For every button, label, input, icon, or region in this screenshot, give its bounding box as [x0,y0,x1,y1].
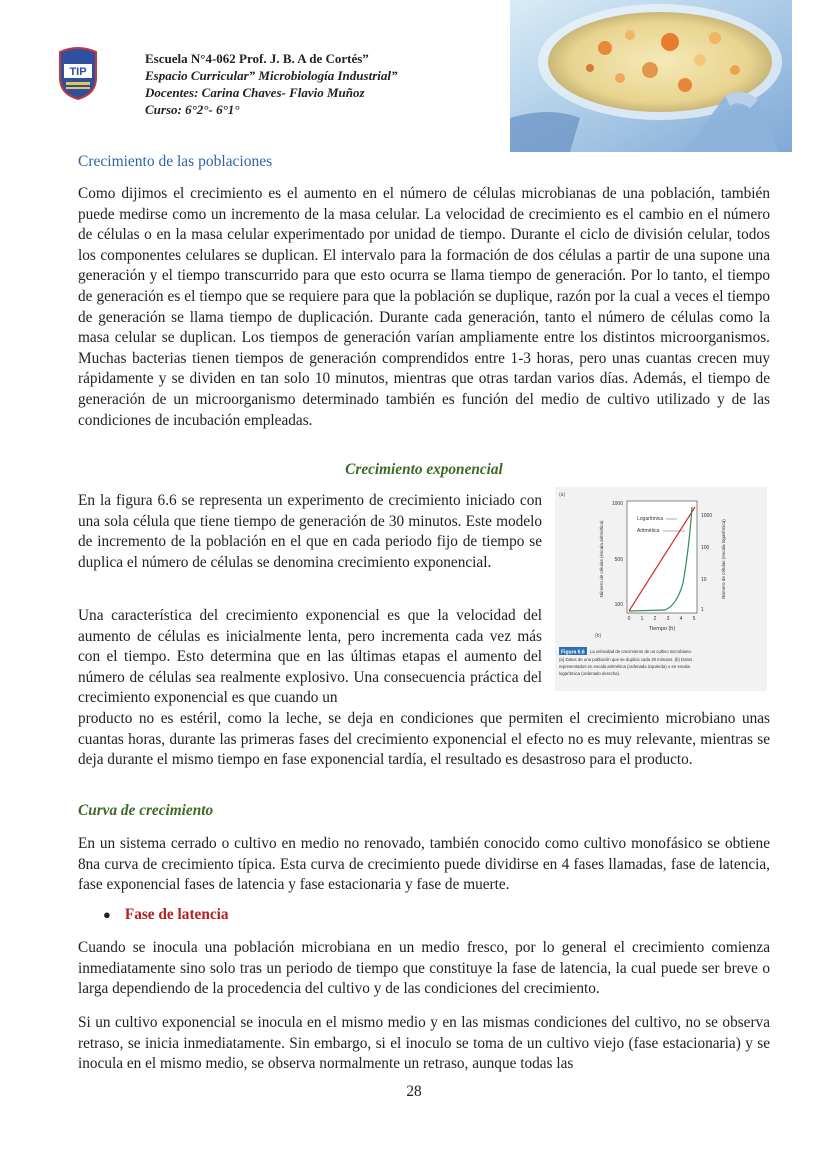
left-tick: 100 [614,602,623,608]
x-axis-label: Tiempo (h) [648,626,676,632]
section-title: Crecimiento de las poblaciones [78,153,273,170]
left-tick: 500 [614,557,623,563]
panel-b-label: (b) [595,633,602,639]
caption-line: representados en escala aritmética (ordenada izquierda) o en escala [559,664,690,669]
x-tick: 5 [692,616,696,622]
left-tick: 1000 [611,501,623,507]
right-tick: 1000 [701,513,713,519]
course: Curso: 6°2°- 6°1° [145,102,240,117]
x-tick: 1 [640,616,644,622]
teachers: Docentes: Carina Chaves- Flavio Muñoz [145,85,365,100]
petri-dish-photo [510,0,792,152]
caption-line: (a) Datos de una población que se duplica cada 30 minutos. (b) Datos [559,657,693,662]
paragraph-growth-curve: En un sistema cerrado o cultivo en medio no renovado, también conocido como cultivo monofásico se obtiene 8na curva de crecimiento típica. Esta curva de crecimiento puede dividirse en 4 fases llamadas, fase de latencia, fase exponencial fases de latencia y fase estacionaria y fase de muerte. [78,835,770,894]
school-logo [56,44,100,100]
caption-line: La velocidad de crecimiento de un cultivo microbiano. [590,649,692,654]
subheading-growth-curve: Curva de crecimiento [78,802,214,819]
x-tick: 2 [653,616,657,622]
right-tick: 1 [701,607,704,613]
bullet-latency-phase [103,906,229,924]
bullet-latency-label: Fase de latencia [124,906,229,923]
panel-a-label: (a) [559,492,566,498]
paragraph-latency-2: Si un cultivo exponencial se inocula en el mismo medio y en las mismas condiciones del cultivo, no se observa retraso, se inicia inmediatamente. Sin embargo, si el inoculo se toma de un cultivo viejo (fase estacionaria) y se inocula en el mismo medio, se observa normalmente un retraso, aunque todas las [78,1014,770,1073]
x-tick: 4 [679,616,683,622]
bullet-dot-icon: ● [103,907,111,922]
paragraph-latency-1: Cuando se inocula una población microbiana en un medio fresco, por lo general el crecimiento comienza inmediatamente sino solo tras un periodo de tiempo que constituye la fase de latencia, la cual puede ser breve o larga dependiendo de la procedencia del cultivo y de las condiciones del crecimiento. [78,939,770,998]
page-number: 28 [406,1083,422,1100]
school-info [145,50,505,118]
paragraph-exponential-consequence: producto no es estéril, como la leche, se deja en condiciones que permiten el crecimiento microbiano unas cuantas horas, durante las primeras fases del crecimiento exponencial el efecto no es muy relevante, mientras se deja durante el mismo tiempo en fase exponencial tardía, el resultado es desastroso para el producto. [78,710,770,769]
figure-growth-chart [555,487,767,691]
paragraph-exponential-intro: En la figura 6.6 se representa un experimento de crecimiento iniciado con una sola célula que tiene tiempo de generación de 30 minutos. Este modelo de incremento de la población en el que en cada periodo fijo de tiempo se duplica el número de células se denomina crecimiento exponencial. [78,492,542,571]
legend-arithmetic: Aritmética [637,528,660,534]
paragraph-exponential-characteristic: Una característica del crecimiento exponencial es que la velocidad del aumento de células es inicialmente lenta, pero incrementa cada vez más con el tiempo. Esto determina que en las últimas etapas el aumento del número de células sea realmente explosivo. Una consecuencia práctica del crecimiento exponencial es que cuando un [78,607,542,707]
caption-label: Figura 6.6 [561,649,585,656]
caption-line: logarítmica (ordenado derecha). [559,671,621,676]
logo-text: TIP [69,66,87,78]
y-axis-label-left: Número de células (escala aritmética) [599,520,604,598]
right-tick: 100 [701,545,710,551]
x-tick: 3 [666,616,670,622]
right-tick: 10 [701,577,707,583]
x-tick: 0 [627,616,631,622]
legend-logarithmic: Logarítmica [637,516,664,522]
y-axis-label-right: Número de células (escala logarítmica) [721,519,726,599]
subheading-exponential: Crecimiento exponencial [345,461,503,478]
school-name: Escuela N°4-062 Prof. J. B. A de Cortés” [145,51,369,66]
subject-name: Espacio Curricular” Microbiología Industrial” [145,68,398,83]
paragraph-growth: Como dijimos el crecimiento es el aumento en el número de células microbianas de una población, también puede medirse como un incremento de la masa celular. La velocidad de crecimiento es el cambio en el número de células o en la masa celular experimentado por unidad de tiempo. Durante el ciclo de división celular, todos los componentes celulares se duplican. El intervalo para la formación de dos células a partir de una supone una generación y el tiempo transcurrido para que esto ocurra se llama tiempo de generación. Por lo tanto, el tiempo de generación es el tiempo que se requiere para que la población se duplique, razón por la cual a veces el tiempo de generación se llama tiempo de duplicación. Durante cada generación, tanto el número de células como la masa celular se duplican. Los tiempos de generación varían ampliamente entre los distintos microorganismos. Muchas bacterias tienen tiempos de generación comprendidos entre 1-3 horas, pero unas cuantas crecen muy rápidamente y se dividen en tan solo 10 minutos, mientras que otras tardan varios días. Además, el tiempo de generación de un microorganismo determinado también es función del medio de cultivo utilizado y de las condiciones de incubación empleadas. [78,185,770,429]
